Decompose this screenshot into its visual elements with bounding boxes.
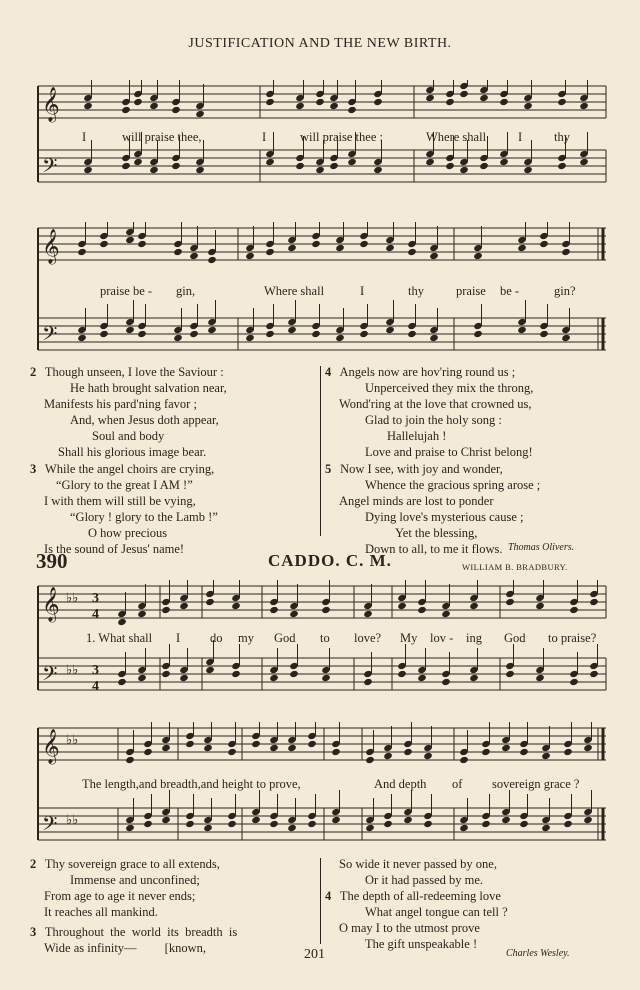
note-head — [265, 330, 275, 338]
note-head — [307, 740, 317, 748]
lyric: ing — [466, 631, 482, 645]
treble-clef-icon: 𝄞 — [42, 588, 60, 621]
note-head — [347, 158, 357, 166]
note-head — [251, 816, 261, 824]
note-head — [517, 244, 527, 252]
verse-line: Thy sovereign grace to all extends, — [44, 857, 220, 871]
lyric: God — [274, 631, 296, 645]
note-head — [289, 610, 299, 618]
lyric: to — [320, 631, 330, 645]
verses-left-390 — [30, 856, 237, 957]
verse-line: It reaches all mankind. — [44, 905, 158, 920]
note-head — [473, 330, 483, 338]
note-head — [307, 820, 317, 828]
note-head — [541, 752, 551, 760]
note-head — [499, 158, 509, 166]
note-head — [501, 816, 511, 824]
note-head — [295, 162, 305, 170]
note-head — [121, 162, 131, 170]
lyric: will praise thee, — [122, 130, 202, 144]
verse-line: “Glory ! glory to the Lamb !” — [70, 509, 218, 524]
verse-line: So wide it never passed by one, — [339, 857, 497, 871]
note-head — [335, 244, 345, 252]
note-head — [125, 326, 135, 334]
lyric: I — [82, 130, 87, 144]
note-head — [403, 816, 413, 824]
note-head — [161, 744, 171, 752]
note-head — [441, 678, 451, 686]
hymn-author: Thomas Olivers. — [508, 542, 575, 553]
note-head — [363, 610, 373, 618]
lyrics-line-3 — [34, 631, 610, 647]
note-head — [441, 610, 451, 618]
note-head — [569, 606, 579, 614]
note-head — [517, 326, 527, 334]
note-head — [265, 248, 275, 256]
note-head — [479, 94, 489, 102]
lyric: I — [360, 284, 365, 298]
note-head — [161, 670, 171, 678]
note-head — [563, 748, 573, 756]
column-divider — [320, 858, 321, 944]
lyric: sovereign grace ? — [492, 777, 580, 791]
note-head — [287, 824, 297, 832]
note-head — [557, 98, 567, 106]
lyric: thy — [554, 130, 570, 144]
note-head — [251, 740, 261, 748]
note-head — [185, 740, 195, 748]
note-head — [269, 674, 279, 682]
note-head — [589, 598, 599, 606]
note-head — [583, 816, 593, 824]
bass-clef-icon: 𝄢 — [42, 156, 58, 182]
note-head — [561, 334, 571, 342]
page-number: 201 — [304, 947, 325, 962]
page-header: JUSTIFICATION AND THE NEW BIRTH. — [188, 36, 452, 51]
note-head — [99, 240, 109, 248]
note-head — [383, 752, 393, 760]
note-head — [347, 106, 357, 114]
note-head — [287, 744, 297, 752]
composer: WILLIAM B. BRADBURY. — [462, 562, 568, 572]
lyric: And depth — [374, 777, 427, 791]
note-head — [329, 162, 339, 170]
note-head — [143, 748, 153, 756]
lyric: do — [210, 631, 223, 645]
hymn-author: Charles Wesley. — [506, 948, 570, 959]
note-head — [189, 252, 199, 260]
note-head — [569, 678, 579, 686]
flat-icon: ♭♭ — [66, 812, 79, 827]
verses-right-390 — [325, 856, 508, 953]
note-head — [359, 330, 369, 338]
lyric: love? — [354, 631, 382, 645]
lyric: I — [262, 130, 267, 144]
note-head — [385, 326, 395, 334]
verse-line: Down to all, to me it flows. — [365, 542, 503, 557]
note-head — [479, 162, 489, 170]
column-divider — [320, 366, 321, 536]
lyric: gin, — [176, 284, 196, 298]
verse-line: Dying love's mysterious cause ; — [365, 509, 524, 524]
lyrics-line-2 — [34, 284, 610, 300]
verse-line: Immense and unconfined; — [70, 873, 200, 888]
note-head — [311, 330, 321, 338]
note-head — [137, 610, 147, 618]
lyric: my — [238, 631, 254, 645]
note-head — [373, 98, 383, 106]
note-head — [481, 820, 491, 828]
note-head — [231, 602, 241, 610]
svg-text:4: 4 — [92, 607, 99, 622]
note-head — [423, 752, 433, 760]
note-head — [195, 110, 205, 118]
note-head — [77, 334, 87, 342]
note-head — [579, 102, 589, 110]
note-head — [133, 158, 143, 166]
note-head — [265, 158, 275, 166]
note-head — [445, 98, 455, 106]
note-head — [227, 820, 237, 828]
note-head — [133, 98, 143, 106]
note-head — [171, 162, 181, 170]
note-head — [561, 248, 571, 256]
lyric: I — [176, 631, 181, 645]
note-head — [203, 824, 213, 832]
note-head — [429, 252, 439, 260]
verse-number: 2 — [30, 857, 37, 871]
note-head — [117, 678, 127, 686]
note-head — [265, 98, 275, 106]
lyrics-line-4 — [34, 777, 610, 793]
note-head — [335, 334, 345, 342]
note-head — [563, 820, 573, 828]
verse-number: 4 — [325, 889, 332, 904]
verse-line: Shall his glorious image bear. — [58, 445, 207, 460]
note-head — [287, 244, 297, 252]
note-head — [579, 158, 589, 166]
treble-clef-icon: 𝄞 — [42, 230, 60, 263]
note-head — [359, 240, 369, 248]
verse-line: Now I see, with joy and wonder, — [340, 461, 503, 476]
note-head — [321, 674, 331, 682]
verse-line: Angels now are hov'ring round us ; — [339, 365, 516, 379]
note-head — [519, 820, 529, 828]
verse-line: O how precious — [88, 525, 168, 540]
verse-line: Angel minds are lost to ponder — [339, 493, 494, 508]
note-head — [331, 816, 341, 824]
note-head — [245, 252, 255, 260]
lyric: to praise? — [548, 631, 597, 645]
lyric: thy — [408, 284, 424, 298]
note-head — [245, 334, 255, 342]
note-head — [407, 248, 417, 256]
note-head — [469, 674, 479, 682]
bass-clef-icon: 𝄢 — [42, 814, 58, 840]
note-head — [137, 674, 147, 682]
note-head — [417, 606, 427, 614]
flat-icon: ♭♭ — [66, 590, 79, 605]
note-head — [231, 670, 241, 678]
hymn-number: 390 — [36, 549, 68, 573]
note-head — [205, 598, 215, 606]
note-head — [445, 162, 455, 170]
note-head — [269, 820, 279, 828]
note-head — [295, 102, 305, 110]
verse-line: The depth of all-redeeming love — [339, 889, 501, 904]
note-head — [205, 666, 215, 674]
note-head — [535, 674, 545, 682]
note-head — [473, 252, 483, 260]
verse-number: 2 — [30, 365, 37, 379]
note-head — [417, 674, 427, 682]
verse-number: 4 — [325, 365, 332, 379]
verse-line: And, when Jesus doth appear, — [70, 413, 219, 428]
lyric: praise — [456, 284, 486, 298]
verse-line: Yet the blessing, — [395, 525, 478, 540]
verse-line: Wond'ring at the love that crowned us, — [339, 397, 532, 412]
lyric: God — [504, 631, 526, 645]
note-head — [121, 106, 131, 114]
note-head — [425, 158, 435, 166]
note-head — [161, 816, 171, 824]
note-head — [589, 670, 599, 678]
note-head — [287, 326, 297, 334]
verse-number: 5 — [325, 461, 332, 476]
note-head — [365, 756, 375, 764]
note-head — [315, 166, 325, 174]
note-head — [397, 602, 407, 610]
verse-line: What angel tongue can tell ? — [365, 905, 508, 920]
note-head — [385, 244, 395, 252]
note-head — [171, 106, 181, 114]
note-head — [161, 606, 171, 614]
note-head — [149, 102, 159, 110]
bass-clef-icon: 𝄢 — [42, 664, 58, 690]
lyric: Where shall — [264, 284, 325, 298]
note-head — [173, 334, 183, 342]
lyric: praise be - — [100, 284, 153, 298]
note-head — [383, 820, 393, 828]
verse-line: Is the sound of Jesus' name! — [44, 542, 185, 557]
verse-line: Wide as infinity— [known, — [44, 941, 206, 956]
note-head — [83, 166, 93, 174]
bass-clef-icon: 𝄢 — [42, 324, 58, 350]
verse-line: He hath brought salvation near, — [70, 381, 227, 396]
verse-number: 3 — [30, 461, 37, 476]
note-head — [539, 330, 549, 338]
verse-line: Soul and body — [92, 429, 165, 444]
svg-text:3: 3 — [92, 591, 99, 606]
verse-line: Or it had passed by me. — [365, 873, 484, 888]
verse-line: The gift unspeakable ! — [365, 937, 478, 952]
note-head — [365, 824, 375, 832]
note-head — [149, 166, 159, 174]
note-head — [363, 678, 373, 686]
note-head — [99, 330, 109, 338]
verse-line: While the angel choirs are crying, — [44, 461, 215, 476]
lyric: The length,and breadth,and height to prove, — [82, 777, 301, 791]
note-head — [459, 756, 469, 764]
note-head — [429, 334, 439, 342]
verse-line: Love and praise to Christ belong! — [365, 445, 533, 460]
note-head — [519, 748, 529, 756]
lyric: of — [452, 777, 463, 791]
lyric: 1. What shall — [86, 631, 153, 645]
note-head — [425, 94, 435, 102]
lyric: will praise thee : — [300, 130, 383, 144]
note-head — [117, 618, 127, 626]
note-head — [539, 240, 549, 248]
lyric: gin? — [554, 284, 576, 298]
tune-name: CADDO. C. M. — [268, 551, 392, 570]
note-head — [315, 98, 325, 106]
note-head — [269, 744, 279, 752]
note-head — [173, 248, 183, 256]
verse-line: I with them will still be vying, — [44, 493, 196, 508]
verse-number: 3 — [30, 925, 37, 940]
svg-text:3: 3 — [92, 663, 99, 678]
note-head — [203, 744, 213, 752]
note-head — [523, 166, 533, 174]
note-head — [311, 240, 321, 248]
note-head — [125, 236, 135, 244]
lyric: My — [400, 631, 418, 645]
verse-line: Glad to join the holy song : — [365, 413, 502, 428]
note-head — [83, 102, 93, 110]
verses-left-top — [30, 364, 227, 557]
verse-line: From age to age it never ends; — [44, 889, 196, 904]
verse-line: O may I to the utmost prove — [339, 921, 480, 936]
note-head — [501, 744, 511, 752]
note-head — [125, 824, 135, 832]
verse-line: Whence the gracious spring arose ; — [365, 477, 541, 492]
verse-line: Hallelujah ! — [387, 429, 447, 444]
note-head — [189, 330, 199, 338]
verse-line: Though unseen, I love the Saviour : — [44, 365, 224, 379]
lyric: I — [518, 130, 523, 144]
verse-line: “Glory to the great I AM !” — [56, 477, 193, 492]
note-head — [459, 824, 469, 832]
note-head — [423, 820, 433, 828]
note-head — [179, 602, 189, 610]
note-head — [469, 602, 479, 610]
note-head — [227, 748, 237, 756]
treble-clef-icon: 𝄞 — [42, 730, 60, 763]
note-head — [459, 90, 469, 98]
note-head — [207, 256, 217, 264]
lyric: Where shall — [426, 130, 487, 144]
note-head — [137, 330, 147, 338]
note-head — [77, 248, 87, 256]
flat-icon: ♭♭ — [66, 732, 79, 747]
note-head — [195, 166, 205, 174]
note-head — [329, 102, 339, 110]
note-head — [207, 326, 217, 334]
note-head — [523, 102, 533, 110]
note-head — [289, 670, 299, 678]
note-head — [269, 606, 279, 614]
note-head — [499, 98, 509, 106]
note-head — [373, 166, 383, 174]
verse-line: Throughout the world its breadth is — [44, 925, 238, 940]
note-head — [481, 748, 491, 756]
note-head — [541, 824, 551, 832]
note-head — [125, 756, 135, 764]
verse-line: Manifests his pard'ning favor ; — [44, 397, 197, 412]
note-head — [535, 602, 545, 610]
note-head — [557, 162, 567, 170]
note-head — [321, 606, 331, 614]
lyric: be - — [500, 284, 520, 298]
note-head — [331, 748, 341, 756]
treble-clef-icon: 𝄞 — [42, 88, 60, 121]
lyric: lov - — [430, 631, 454, 645]
note-head — [397, 670, 407, 678]
svg-text:4: 4 — [92, 679, 99, 694]
note-head — [505, 598, 515, 606]
flat-icon: ♭♭ — [66, 662, 79, 677]
note-head — [143, 820, 153, 828]
verse-line: Unperceived they mix the throng, — [365, 381, 534, 396]
lyrics-line-1 — [34, 130, 610, 146]
note-head — [407, 330, 417, 338]
note-head — [137, 240, 147, 248]
note-head — [179, 674, 189, 682]
note-head — [459, 166, 469, 174]
note-head — [505, 670, 515, 678]
note-head — [583, 744, 593, 752]
note-head — [185, 820, 195, 828]
note-head — [403, 748, 413, 756]
verses-right-top — [325, 364, 540, 557]
